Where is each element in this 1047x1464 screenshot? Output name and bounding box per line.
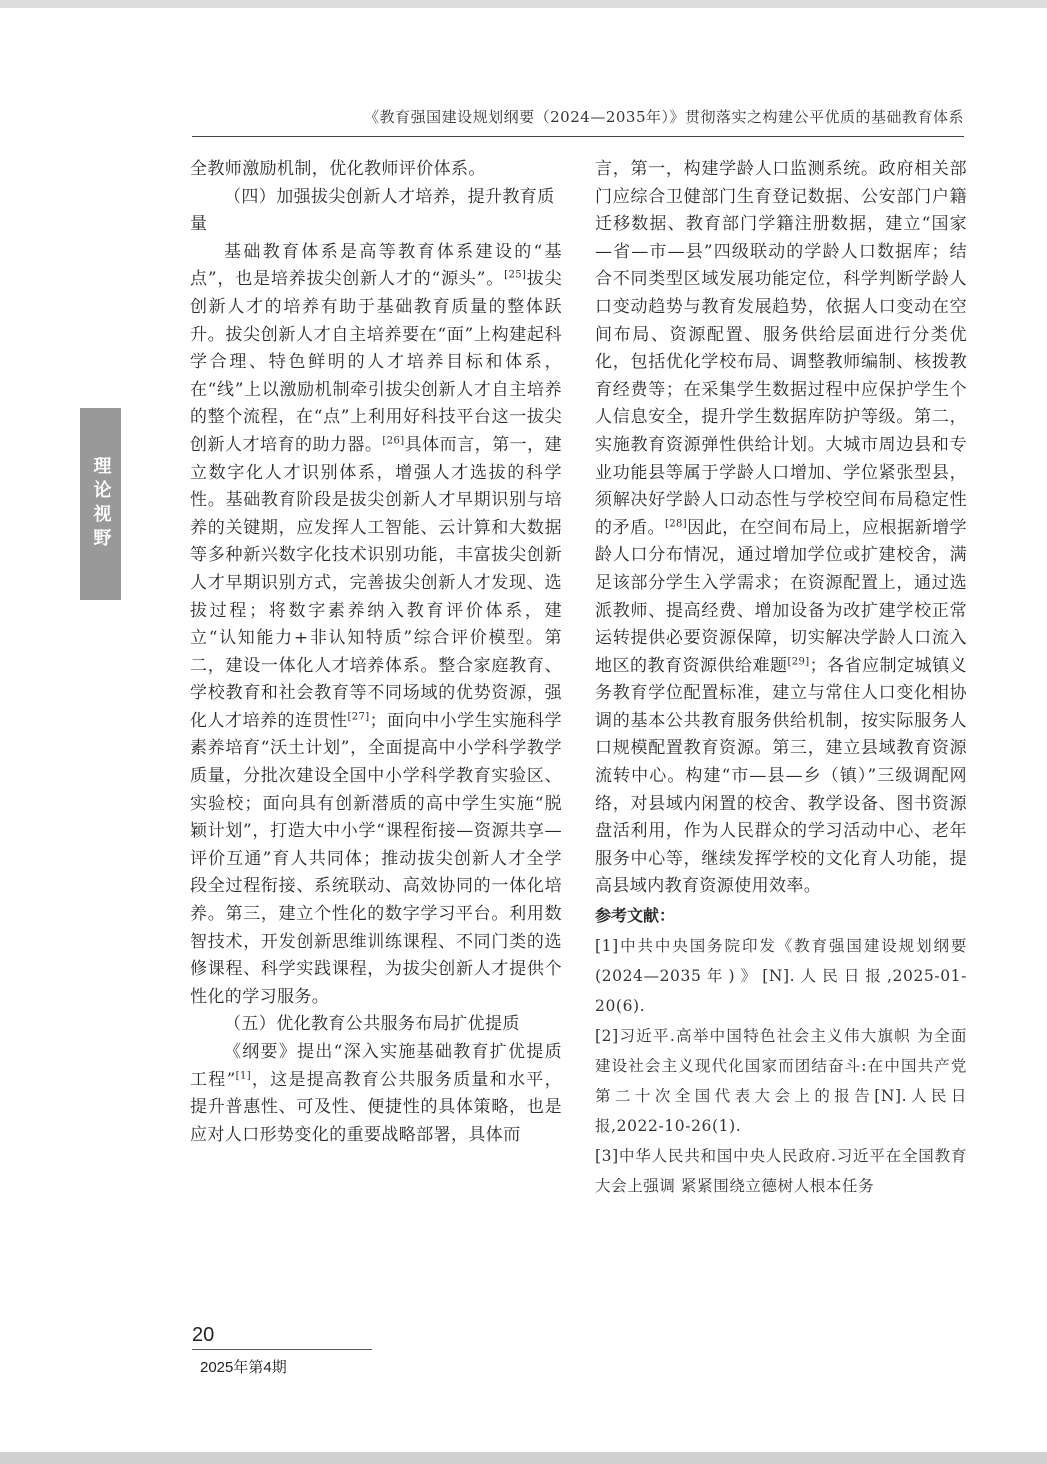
citation: [27] (347, 711, 370, 723)
header-rule (192, 136, 964, 137)
top-edge (0, 0, 1047, 8)
text-run: 拔尖创新人才的培养有助于基础教育质量的整体跃升。拔尖创新人才自主培养要在“面”上构建起科学合理、特色鲜明的人才培养目标和体系，在“线”上以激励机制牵引拔尖创新人才自主培养的整个流程，在“点”上利用好科技平台这一拔尖创新人才培育的助力器。 (190, 269, 562, 455)
citation: [1] (235, 1069, 252, 1081)
section-tab-label: 理论视野 (90, 456, 112, 552)
running-header: 《教育强国建设规划纲要（2024—2035年）》贯彻落实之构建公平优质的基础教育体系 (364, 108, 964, 126)
citation: [26] (382, 435, 405, 447)
text-run: 具体而言，第一，建立数字化人才识别体系，增强人才选拔的科学性。基础教育阶段是拔尖创新人才早期识别与培养的关键期，应发挥人工智能、云计算和大数据等多种新兴数字化技术识别功能，丰富拔尖创新人才早期识别方式，完善拔尖创新人才发现、选拔过程；将数字素养纳入教育评价体系，建立“认知能力+非认知特质”综合评价模型。第二，建设一体化人才培养体系。整合家庭教育、学校教育和社会教育等不同场域的优势资源，强化人才培养的连贯性 (190, 434, 562, 731)
left-paragraph-0: 全教师激励机制，优化教师评价体系。 (190, 159, 486, 179)
text-run: ；面向中小学生实施科学素养培育“沃土计划”，全面提高中小学科学教学质量，分批次建设全国中小学科学教育实验区、实验校；面向具有创新潜质的高中学生实施“脱颖计划”，打造大中小学“课程衔接—资源共享—评价互通”育人共同体；推动拔尖创新人才全学段全过程衔接、系统联动、高效协同的一体化培养。第三，建立个性化的数字学习平台。利用数智技术，开发创新思维训练课程、不同门类的选修课程、科学实践课程，为拔尖创新人才提供个性化的学习服务。 (190, 710, 562, 1007)
citation: [28] (664, 518, 688, 530)
left-paragraph-1 (190, 239, 562, 1012)
left-column (190, 156, 562, 1149)
reference-item: [3]中华人民共和国中央人民政府.习近平在全国教育大会上强调 紧紧围绕立德树人根本任务 (595, 1147, 967, 1196)
left-paragraph-2 (190, 1039, 562, 1149)
citation: [29] (787, 656, 810, 668)
text-run: ，这是提高教育公共服务质量和水平，提升普惠性、可及性、便捷性的具体策略，也是应对人口形势变化的重要战略部署，具体而 (190, 1069, 562, 1145)
references-heading: 参考文献： (595, 906, 676, 926)
citation: [25] (504, 269, 527, 281)
reference-item: [1]中共中央国务院印发《教育强国建设规划纲要(2024—2035年)》[N].人民日报,2025-01-20(6). (595, 937, 967, 1016)
section-tab (80, 408, 121, 600)
section-heading-4: （四）加强拔尖创新人才培养，提升教育质量 (190, 186, 555, 235)
text-run: 《纲要》提出“深入实施基础教育扩优提质工程” (190, 1042, 562, 1090)
bottom-edge (0, 1452, 1047, 1464)
text-run: 基础教育体系是高等教育体系建设的“基点”，也是培养拔尖创新人才的“源头”。 (190, 241, 562, 290)
text-run: 言，第一，构建学龄人口监测系统。政府相关部门应综合卫健部门生育登记数据、公安部门户籍迁移数据、教育部门学籍注册数据，建立“国家—省—市—县”四级联动的学龄人口数据库；结合不同类型区域发展功能定位，科学判断学龄人口变动趋势与教育发展趋势，依据人口变动在空间布局、资源配置、服务供给层面进行分类优化，包括优化学校布局、调整教师编制、核拨教育经费等；在采集学生数据过程中应保护学生个人信息安全，提升学生数据库防护等级。第二，实施教育资源弹性供给计划。大城市周边县和专业功能县等属于学龄人口增加、学位紧张型县，须解决好学龄人口动态性与学校空间布局稳定性的矛盾。 (595, 159, 967, 538)
right-column (595, 156, 967, 1201)
issue-label: 2025年第4期 (200, 1359, 287, 1376)
text-run: 因此，在空间布局上，应根据新增学龄人口分布情况，通过增加学位或扩建校舍，满足该部分学生入学需求；在资源配置上，通过选派教师、提高经费、增加设备为改扩建学校正常运转提供必要资源保障，切实解决学龄人口流入地区的教育资源供给难题 (595, 517, 967, 676)
page-number: 20 (192, 1324, 215, 1346)
footer-rule (192, 1349, 372, 1350)
right-paragraph-1 (595, 156, 967, 901)
reference-item: [2]习近平.高举中国特色社会主义伟大旗帜 为全面建设社会主义现代化国家而团结奋斗:在中国共产党第二十次全国代表大会上的报告[N].人民日报,2022-10-26(1). (595, 1027, 967, 1136)
section-heading-5: （五）优化教育公共服务布局扩优提质 (224, 1014, 520, 1035)
text-run: ；各省应制定城镇义务教育学位配置标准，建立与常住人口变化相协调的基本公共教育服务供给机制，按实际服务人口规模配置教育资源。第三，建立县域教育资源流转中心。构建“市—县—乡（镇）”三级调配网络，对县域内闲置的校舍、教学设备、图书资源盘活利用，作为人民群众的学习活动中心、老年服务中心等，继续发挥学校的文化育人功能，提高县域内教育资源使用效率。 (595, 655, 967, 897)
